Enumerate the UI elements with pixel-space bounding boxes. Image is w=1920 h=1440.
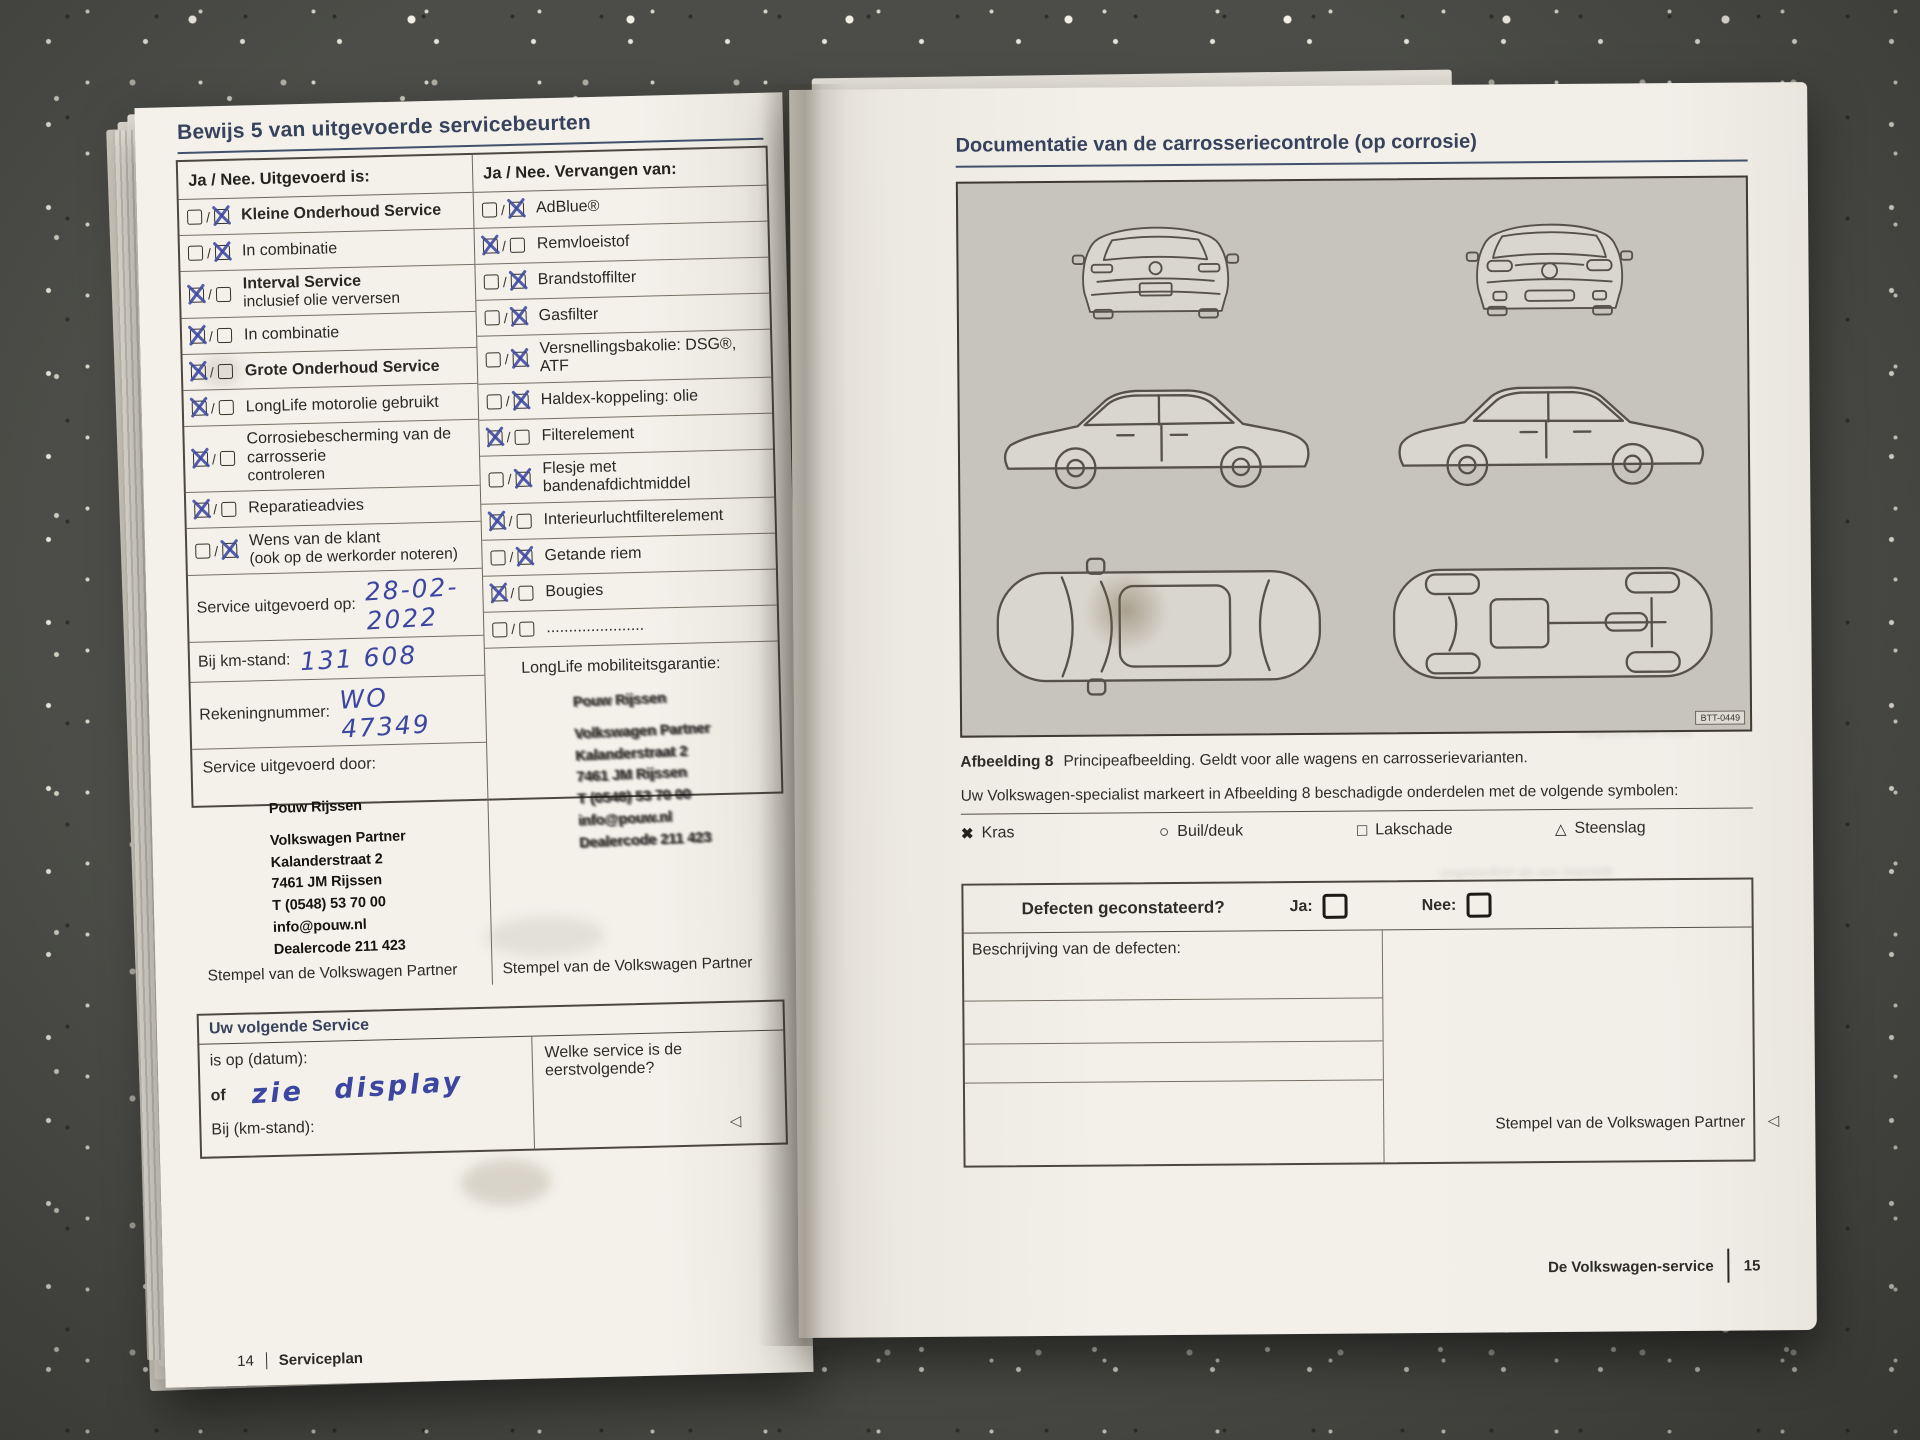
defects-yes — [1289, 894, 1347, 919]
checkbox-nee — [217, 328, 232, 343]
checkbox-ja — [487, 394, 502, 409]
checklist-row — [184, 420, 480, 493]
checkbox-pair — [488, 471, 534, 488]
right-footer-label: De Volkswagen-service — [1547, 1257, 1714, 1276]
checklist-label — [536, 198, 600, 218]
next-or-label: of — [210, 1087, 226, 1105]
yes-checkbox — [1323, 894, 1348, 919]
ruled-line — [965, 1080, 1383, 1165]
checkbox-nee — [511, 274, 526, 289]
figure-caption-number: Afbeelding 8 — [960, 752, 1054, 771]
ruled-line — [964, 998, 1382, 1044]
next-service-title: Uw volgende Service — [199, 1002, 784, 1045]
longlife-label: LongLife mobiliteitsgarantie: — [521, 654, 721, 677]
checkbox-slash: / — [509, 549, 514, 566]
stamp-line: Dealercode 211 423 — [578, 828, 712, 851]
next-service-question: Welke service is de eerstvolgende? — [544, 1041, 683, 1080]
checkbox-slash: / — [211, 450, 217, 467]
checkbox-ja — [483, 238, 498, 253]
checkbox-slash: / — [504, 351, 509, 368]
checkbox-nee — [215, 245, 230, 260]
specialist-note: Uw Volkswagen-specialist markeert in Afbeelding 8 beschadigde onderdelen met de volgende symbolen: — [960, 782, 1679, 805]
checklist-label-main: In combinatie — [241, 240, 338, 260]
checkbox-nee — [510, 238, 525, 253]
checklist-row — [180, 265, 475, 319]
defects-stamp-label: Stempel van de Volkswagen Partner — [1495, 1113, 1746, 1133]
legend-symbol — [1555, 817, 1753, 839]
stamp-footer-left: Stempel van de Volkswagen Partner — [207, 961, 458, 985]
checkbox-ja — [190, 329, 205, 344]
replaced-rows — [474, 186, 778, 649]
right-page-footer — [1548, 1248, 1761, 1284]
checkbox-slash: / — [214, 543, 219, 560]
checkbox-slash: / — [508, 513, 513, 530]
right-page-title: Documentatie van de carrosseriecontrole (op corrosie) — [955, 128, 1747, 167]
next-service-body — [199, 1031, 786, 1157]
checkbox-nee — [222, 543, 237, 558]
checkbox-pair — [483, 237, 529, 254]
checkbox-nee — [214, 209, 229, 224]
checkbox-nee — [515, 471, 530, 486]
stamp-line: info@pouw.nl — [272, 916, 368, 936]
checkbox-slash: / — [213, 501, 218, 518]
handwritten-value: WO 47349 — [338, 682, 432, 744]
right-page — [789, 82, 1817, 1338]
checklist-label-main: Filterelement — [541, 425, 635, 445]
checkbox-pair — [484, 273, 530, 290]
checkbox-nee — [519, 621, 534, 636]
checkbox-ja — [482, 202, 497, 217]
checkbox-pair — [486, 351, 532, 368]
checkbox-ja — [192, 401, 207, 416]
symbol-label: Buil/deuk — [1177, 822, 1244, 840]
defects-table — [961, 877, 1780, 1167]
symbol-label: Lakschade — [1375, 820, 1453, 839]
defects-no — [1422, 893, 1492, 919]
symbol-glyph: □ — [1356, 820, 1368, 840]
checklist-label-main: Bougies — [545, 581, 604, 601]
symbol-label: Steenslag — [1574, 819, 1646, 837]
checkbox-slash: / — [502, 273, 507, 290]
checklist-label — [541, 388, 699, 410]
checkbox-nee — [219, 400, 234, 415]
legend-symbol — [1159, 821, 1357, 843]
checklist-label — [544, 545, 641, 566]
no-label: Nee: — [1421, 896, 1457, 914]
left-page-footer — [237, 1350, 363, 1370]
checkbox-pair — [190, 327, 236, 344]
stamp-line: Pouw Rijssen — [572, 690, 666, 711]
stamp-line: Pouw Rijssen — [268, 797, 363, 818]
checklist-label-main: Haldex-koppeling: olie — [540, 387, 699, 409]
replaced-column — [472, 148, 786, 985]
checkbox-slash: / — [511, 621, 516, 638]
checkbox-ja — [484, 274, 499, 289]
checkbox-pair — [492, 620, 538, 637]
print-marker-right: ◁ — [1767, 1112, 1780, 1130]
field-label: Bij km-stand: — [197, 650, 291, 671]
field-row — [191, 676, 487, 750]
field-label: Rekeningnummer: — [199, 703, 331, 724]
performed-fields — [188, 569, 486, 750]
checkbox-pair — [490, 548, 536, 565]
stamp-line: Kalanderstraat 2 — [574, 742, 688, 764]
checklist-label — [546, 617, 644, 638]
checkbox-pair — [195, 543, 241, 560]
checkbox-slash: / — [205, 208, 211, 225]
car-side-view-right — [1353, 349, 1748, 518]
stamp-line: T (0548) 53 70 00 — [576, 785, 691, 808]
checkbox-pair — [485, 309, 531, 326]
checkbox-pair — [193, 450, 239, 467]
left-footer-label: Serviceplan — [278, 1349, 364, 1369]
checkbox-slash: / — [507, 471, 512, 488]
checkbox-ja — [486, 352, 501, 367]
checkbox-slash: / — [208, 327, 214, 345]
replaced-header: Ja / Nee. Vervangen van: — [473, 148, 767, 193]
checkbox-nee — [513, 393, 528, 408]
checkbox-pair — [489, 512, 535, 529]
legend-symbol — [961, 822, 1159, 844]
checkbox-pair — [482, 201, 528, 218]
checklist-label — [538, 306, 598, 326]
checkbox-nee — [516, 513, 531, 528]
checklist-label — [242, 240, 338, 261]
checkbox-nee — [218, 364, 233, 379]
figure-reference-code: BTT-0449 — [1695, 711, 1745, 725]
checklist-label — [545, 582, 603, 602]
checklist-label — [541, 425, 634, 446]
no-checkbox — [1466, 893, 1491, 918]
figure-caption-text: Principeafbeelding. Geldt voor alle wagens en carrosserievarianten. — [1063, 749, 1528, 770]
showthrough-text: Stempel van de Volkswagen — [1440, 863, 1614, 880]
stamp-line: 7461 JM Rijssen — [575, 764, 687, 786]
car-rear-view — [958, 181, 1353, 355]
checklist-label-main: Corrosiebescherming van de carrosserie — [246, 425, 452, 467]
checklist-label-main: Gasfilter — [538, 306, 599, 325]
longlife-stamp-cell — [485, 641, 786, 959]
checkbox-nee — [512, 351, 527, 366]
dealer-stamp-blurry — [572, 683, 776, 854]
checklist-label-main: Versnellingsbakolie: DSG®, ATF — [539, 335, 737, 376]
stamp-line: info@pouw.nl — [577, 808, 673, 829]
car-side-view-left — [959, 352, 1354, 521]
symbol-label: Kras — [981, 824, 1015, 842]
defects-description-label: Beschrijving van de defecten: — [964, 930, 1382, 1001]
defects-question: Defecten geconstateerd? — [1021, 897, 1225, 918]
checkbox-pair — [487, 393, 533, 410]
checklist-label — [539, 335, 765, 377]
checklist-label — [248, 497, 364, 518]
checklist-label — [246, 425, 473, 485]
checklist-row — [480, 449, 774, 504]
body-inspection-figure — [956, 175, 1752, 737]
performed-column — [178, 155, 492, 992]
handwritten-value: 28-02-2022 — [364, 572, 460, 636]
handwritten-value: 131 608 — [299, 640, 419, 677]
checkbox-ja — [485, 310, 500, 325]
left-page — [134, 92, 813, 1387]
checklist-label — [538, 269, 637, 290]
checkbox-nee — [518, 585, 533, 600]
checkbox-pair — [192, 399, 238, 416]
checkbox-ja — [193, 451, 208, 466]
checklist-label-sub: controleren — [247, 465, 326, 485]
checkbox-slash: / — [510, 585, 515, 602]
field-row — [188, 569, 484, 643]
checklist-label — [249, 527, 458, 568]
checkbox-slash: / — [209, 363, 215, 381]
figure-stain — [1081, 570, 1172, 651]
stamp-line: Volkswagen Partner — [269, 828, 406, 849]
defects-description-area — [964, 930, 1383, 1165]
left-page-title: Bewijs 5 van uitgevoerde servicebeurten — [177, 107, 764, 154]
footer-divider — [1728, 1249, 1730, 1283]
checklist-label — [244, 324, 340, 345]
checklist-label — [241, 202, 441, 225]
checkbox-ja — [491, 586, 506, 601]
checklist-label-main: Interval Service — [242, 272, 362, 293]
checklist-row — [477, 330, 771, 385]
checklist-label-main: AdBlue® — [535, 198, 600, 217]
checkbox-ja — [490, 550, 505, 565]
checklist-label-main: Flesje met bandenafdichtmiddel — [542, 458, 691, 496]
print-marker-left: ◁ — [729, 1112, 742, 1130]
checkbox-slash: / — [501, 237, 507, 254]
checkbox-slash: / — [500, 201, 506, 218]
checkbox-nee — [511, 310, 526, 325]
symbol-glyph: ✖ — [960, 825, 974, 843]
checkbox-ja — [195, 544, 210, 559]
next-date-label: is op (datum): — [209, 1050, 308, 1070]
checkbox-slash: / — [210, 399, 215, 417]
checkbox-nee — [220, 451, 235, 466]
checkbox-pair — [487, 429, 533, 446]
checklist-label-main: Getande riem — [544, 544, 642, 565]
checkbox-ja — [191, 365, 206, 380]
checklist-label-main: Brandstoffilter — [537, 269, 637, 289]
checklist-label-main: In combinatie — [243, 323, 340, 343]
checklist-label-main: Interieurluchtfilterelement — [543, 506, 724, 529]
next-km-label: Bij (km-stand): — [211, 1119, 315, 1139]
checkbox-ja — [488, 472, 503, 487]
checklist-label-main: Wens van de klant — [248, 529, 381, 550]
symbol-glyph: △ — [1554, 820, 1567, 839]
ruled-line — [965, 1041, 1383, 1083]
paper-smudge — [460, 1158, 551, 1206]
checkbox-ja — [189, 287, 204, 302]
car-underbody-view — [1354, 514, 1750, 732]
checklist-label — [542, 455, 768, 497]
symbol-legend — [961, 807, 1753, 843]
dealer-stamp — [269, 792, 485, 961]
checklist-label-main: Kleine Onderhoud Service — [240, 201, 442, 224]
checklist-row — [187, 522, 482, 576]
left-page-number: 14 — [237, 1352, 267, 1370]
checkbox-slash: / — [503, 309, 508, 326]
yes-label: Ja: — [1289, 897, 1313, 915]
defects-body — [964, 927, 1754, 1165]
checkbox-ja — [194, 502, 209, 517]
checklist-label-main: Remvloeistof — [536, 233, 630, 253]
dealer-stamp-cell — [192, 743, 491, 966]
stamp-footer-right: Stempel van de Volkswagen Partner — [502, 954, 753, 978]
figure-caption — [960, 747, 1752, 771]
checkbox-pair — [491, 584, 537, 601]
checklist-label-sub: inclusief olie verversen — [243, 290, 401, 311]
checkbox-nee — [509, 202, 524, 217]
next-service-box — [197, 999, 788, 1158]
checkbox-ja — [489, 514, 504, 529]
checklist-label-main: ...................... — [546, 616, 645, 637]
checkbox-slash: / — [207, 286, 213, 303]
checkbox-ja — [492, 622, 507, 637]
symbol-glyph: ○ — [1158, 822, 1170, 842]
right-page-number: 15 — [1743, 1256, 1761, 1275]
checkbox-pair — [188, 244, 234, 261]
stamp-line: 7461 JM Rijssen — [271, 872, 383, 893]
checkbox-slash: / — [206, 244, 212, 261]
next-or-handwritten: zie display — [250, 1066, 465, 1111]
performed-by-label: Service uitgevoerd door: — [202, 755, 377, 777]
stamp-line: Volkswagen Partner — [573, 719, 711, 742]
stamp-line: T (0548) 53 70 00 — [271, 894, 387, 915]
checkbox-ja — [187, 209, 202, 224]
checkbox-pair — [189, 286, 235, 303]
service-record-table — [176, 146, 784, 985]
defects-stamp-area — [1381, 927, 1753, 1162]
checkbox-slash: / — [505, 393, 510, 410]
car-front-view — [1352, 178, 1747, 352]
legend-symbol — [1357, 819, 1555, 841]
checkbox-pair — [187, 208, 233, 225]
checkbox-ja — [188, 245, 203, 260]
checkbox-nee — [517, 549, 532, 564]
checkbox-pair — [194, 501, 240, 518]
checkbox-ja — [487, 430, 502, 445]
performed-header: Ja / Nee. Uitgevoerd is: — [178, 155, 473, 200]
checkbox-slash: / — [506, 429, 511, 446]
stamp-line: Dealercode 211 423 — [273, 936, 407, 958]
checklist-label — [537, 233, 630, 254]
checklist-label — [245, 357, 440, 380]
checklist-label — [543, 507, 723, 530]
defects-header — [963, 879, 1751, 933]
checklist-label-main: LongLife motorolie gebruikt — [245, 393, 439, 415]
field-label: Service uitgevoerd op: — [196, 595, 357, 617]
checklist-label-main: Grote Onderhoud Service — [244, 357, 440, 379]
checkbox-nee — [514, 429, 529, 444]
checkbox-nee — [221, 502, 236, 517]
checklist-label — [246, 393, 439, 416]
stamp-line: Kalanderstraat 2 — [270, 850, 384, 871]
checklist-label-main: Reparatieadvies — [248, 496, 365, 517]
checklist-label — [243, 272, 401, 312]
checkbox-nee — [216, 286, 231, 301]
checklist-label-sub: (ook op de werkorder noteren) — [249, 545, 459, 568]
